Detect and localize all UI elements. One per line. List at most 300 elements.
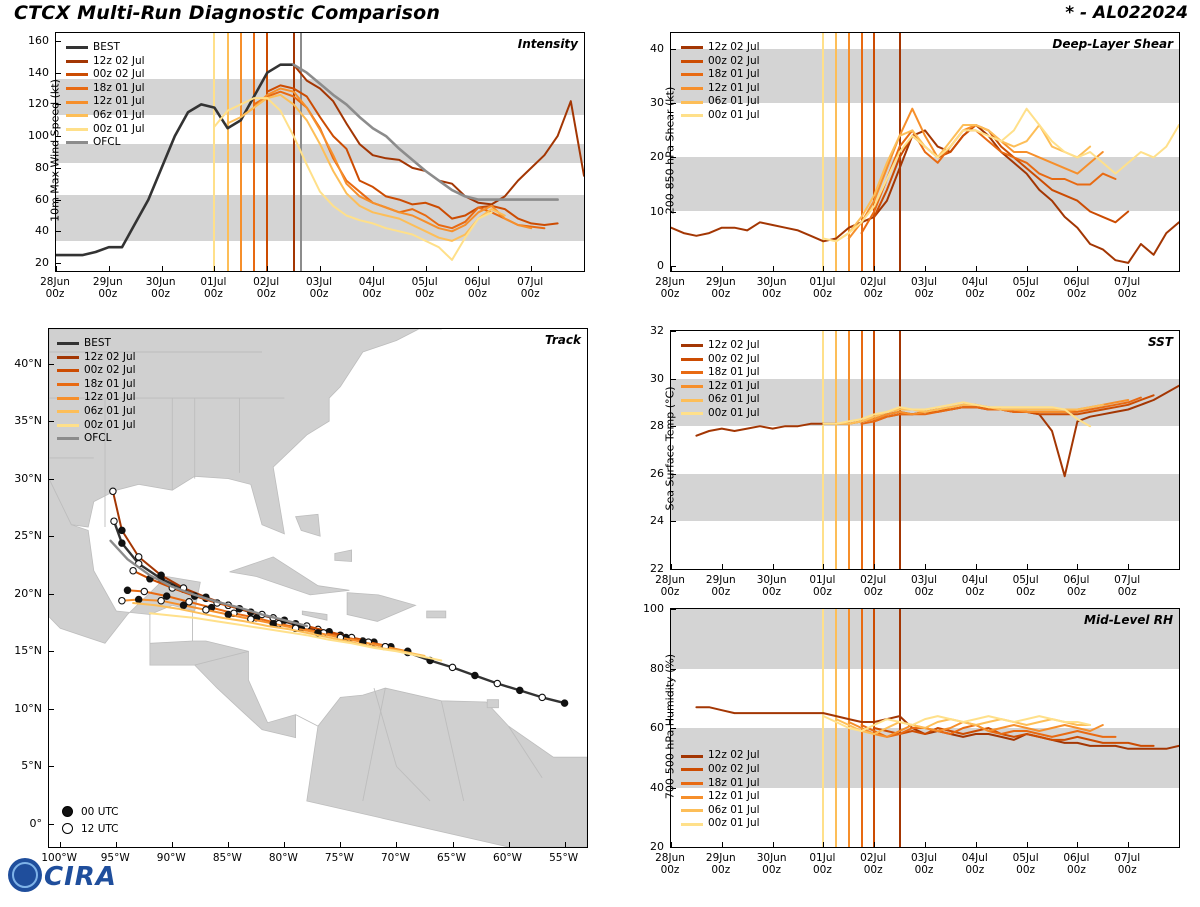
legend-entry xyxy=(681,109,760,123)
x-tick-mark xyxy=(1128,266,1129,271)
y-tick-label: 15°N xyxy=(14,644,42,658)
y-tick-mark xyxy=(49,824,54,825)
legend-entry xyxy=(681,68,760,82)
track-marker xyxy=(517,687,523,693)
y-tick-label: 30°N xyxy=(14,471,42,485)
legend-entry xyxy=(681,366,760,380)
x-tick-label: 06Jul 00z xyxy=(1063,574,1090,598)
track-marker xyxy=(124,587,130,593)
legend-swatch xyxy=(681,412,703,415)
legend-entry xyxy=(681,790,760,804)
y-tick-label: 140 xyxy=(28,65,49,79)
plot-area-intensity xyxy=(55,32,585,272)
x-tick-mark xyxy=(925,564,926,569)
series-line-00z-02-jul xyxy=(874,125,1128,222)
legend-entry xyxy=(66,123,145,137)
legend-swatch xyxy=(681,60,703,63)
x-tick-mark xyxy=(509,842,510,847)
y-tick-label: 30 xyxy=(650,96,664,110)
legend-swatch xyxy=(681,796,703,799)
landmass xyxy=(347,593,415,622)
x-tick-label: 29Jun 00z xyxy=(705,276,736,300)
x-tick-mark xyxy=(1128,842,1129,847)
marker-dot xyxy=(62,823,73,834)
y-tick-mark xyxy=(49,421,54,422)
x-tick-label: 04Jul 00z xyxy=(961,852,988,876)
legend-label: 12z 01 Jul xyxy=(93,95,145,108)
legend-track-markers xyxy=(57,803,119,837)
track-marker xyxy=(472,672,478,678)
y-tick-label: 0° xyxy=(29,816,42,830)
x-tick-label: 29Jun 00z xyxy=(705,574,736,598)
legend-entry xyxy=(681,41,760,55)
x-tick-mark xyxy=(109,266,110,271)
x-tick-mark xyxy=(340,842,341,847)
x-tick-label: 07Jul 00z xyxy=(517,276,544,300)
x-tick-mark xyxy=(773,266,774,271)
y-tick-label: 25°N xyxy=(14,529,42,543)
legend-swatch xyxy=(681,73,703,76)
x-tick-label: 28Jun 00z xyxy=(40,276,70,300)
legend-entry xyxy=(57,378,136,392)
y-tick-mark xyxy=(49,651,54,652)
y-tick-label: 10°N xyxy=(14,701,42,715)
x-tick-label: 02Jul 00z xyxy=(860,852,887,876)
track-marker xyxy=(141,588,147,594)
landmass xyxy=(307,688,587,847)
legend-label: 12z 02 Jul xyxy=(93,54,145,67)
x-tick-mark xyxy=(1027,564,1028,569)
legend-swatch xyxy=(57,437,79,440)
legend-label: BEST xyxy=(84,337,111,349)
page-header xyxy=(0,0,1200,26)
legend-swatch xyxy=(66,73,88,76)
x-tick-label: 07Jul 00z xyxy=(1114,852,1141,876)
y-axis-label-shear: 200-850 hPa Shear (kt) xyxy=(663,86,677,215)
plot-area-track xyxy=(48,328,588,848)
x-tick-label: 85°W xyxy=(212,852,242,864)
x-tick-mark xyxy=(1077,842,1078,847)
track-marker xyxy=(136,596,142,602)
panel-track xyxy=(14,328,588,864)
legend-swatch xyxy=(681,358,703,361)
cira-logo xyxy=(8,856,128,896)
x-tick-mark xyxy=(874,266,875,271)
legend-swatch xyxy=(66,60,88,63)
legend-swatch xyxy=(57,356,79,359)
x-tick-mark xyxy=(453,842,454,847)
marker-legend-label: 12 UTC xyxy=(81,822,119,835)
x-tick-mark xyxy=(284,842,285,847)
legend-entry xyxy=(57,419,136,433)
y-tick-mark xyxy=(49,709,54,710)
y-tick-label: 24 xyxy=(650,514,664,528)
legend-entry xyxy=(57,351,136,365)
legend-sst xyxy=(681,339,760,421)
y-tick-label: 60 xyxy=(650,721,664,734)
legend-swatch xyxy=(57,424,79,427)
legend-entry xyxy=(66,109,145,123)
x-tick-mark xyxy=(228,842,229,847)
legend-entry xyxy=(66,95,145,109)
storm-id-label: * - AL022024 xyxy=(1065,3,1188,23)
panel-title-rh: Mid-Level RH xyxy=(1084,613,1173,627)
x-tick-label: 01Jul 00z xyxy=(200,276,227,300)
globe-icon xyxy=(8,858,42,892)
legend-swatch xyxy=(57,383,79,386)
legend-entry xyxy=(57,391,136,405)
legend-entry xyxy=(681,95,760,109)
legend-label: 18z 01 Jul xyxy=(708,366,760,379)
legend-label: 06z 01 Jul xyxy=(708,803,760,816)
x-tick-mark xyxy=(722,564,723,569)
x-tick-mark xyxy=(214,266,215,271)
x-tick-label: 05Jul 00z xyxy=(1012,276,1039,300)
legend-label: 12z 02 Jul xyxy=(708,749,760,762)
x-tick-label: 75°W xyxy=(324,852,354,864)
x-tick-mark xyxy=(60,842,61,847)
y-axis-label-intensity: 10m Max Wind Speed (kt) xyxy=(48,79,62,222)
x-tick-mark xyxy=(976,564,977,569)
legend-label: 00z 01 Jul xyxy=(708,108,760,121)
legend-swatch xyxy=(681,344,703,347)
x-tick-label: 28Jun 00z xyxy=(655,574,685,598)
series-line-06z-01-jul xyxy=(228,95,505,241)
track-marker xyxy=(494,680,500,686)
legend-label: 12z 01 Jul xyxy=(708,379,760,392)
legend-entry xyxy=(66,82,145,96)
x-tick-label: 30Jun 00z xyxy=(756,574,787,598)
legend-label: 18z 01 Jul xyxy=(708,776,760,789)
legend-label: 00z 02 Jul xyxy=(84,364,136,377)
x-tick-mark xyxy=(874,842,875,847)
legend-swatch xyxy=(66,46,88,49)
legend-entry xyxy=(681,393,760,407)
x-tick-label: 07Jul 00z xyxy=(1114,276,1141,300)
legend-swatch xyxy=(66,141,88,144)
legend-entry xyxy=(681,353,760,367)
y-tick-mark xyxy=(49,536,54,537)
x-tick-mark xyxy=(565,842,566,847)
x-tick-label: 55°W xyxy=(549,852,579,864)
legend-track xyxy=(57,337,136,446)
legend-label: 12z 02 Jul xyxy=(84,350,136,363)
legend-label: 12z 01 Jul xyxy=(708,790,760,803)
panel-rh xyxy=(643,602,1180,876)
x-tick-mark xyxy=(874,564,875,569)
series-line-18z-01-jul xyxy=(862,130,1116,233)
legend-entry xyxy=(681,804,760,818)
landmass xyxy=(230,557,350,595)
series-line-00z-02-jul xyxy=(874,395,1153,421)
legend-swatch xyxy=(681,782,703,785)
legend-entry xyxy=(681,763,760,777)
x-tick-label: 07Jul 00z xyxy=(1114,574,1141,598)
y-tick-label: 80 xyxy=(650,661,664,675)
panel-title-intensity: Intensity xyxy=(517,37,578,51)
x-tick-label: 06Jul 00z xyxy=(1063,276,1090,300)
panel-title-shear: Deep-Layer Shear xyxy=(1052,37,1173,51)
legend-label: 00z 01 Jul xyxy=(708,817,760,830)
x-tick-mark xyxy=(1128,564,1129,569)
legend-label: 00z 02 Jul xyxy=(708,763,760,776)
legend-label: 00z 02 Jul xyxy=(93,68,145,81)
y-tick-label: 22 xyxy=(650,562,664,575)
x-tick-label: 100°W xyxy=(41,852,78,864)
legend-label: 12z 02 Jul xyxy=(708,41,760,53)
x-tick-label: 06Jul 00z xyxy=(1063,852,1090,876)
x-tick-mark xyxy=(773,842,774,847)
x-tick-label: 04Jul 00z xyxy=(961,276,988,300)
legend-swatch xyxy=(681,87,703,90)
x-tick-label: 05Jul 00z xyxy=(1012,574,1039,598)
x-tick-mark xyxy=(172,842,173,847)
x-tick-mark xyxy=(162,266,163,271)
series-line-12z-02-jul xyxy=(696,386,1179,477)
legend-swatch xyxy=(681,371,703,374)
y-tick-label: 80 xyxy=(35,160,49,174)
legend-label: 18z 01 Jul xyxy=(708,68,760,81)
x-tick-mark xyxy=(722,842,723,847)
y-tick-label: 26 xyxy=(650,466,664,480)
legend-label: BEST xyxy=(93,41,120,53)
legend-entry xyxy=(57,337,136,351)
legend-label: 06z 01 Jul xyxy=(708,393,760,406)
legend-entry xyxy=(66,68,145,82)
y-tick-label: 40 xyxy=(35,224,49,238)
track-line-best xyxy=(114,521,565,703)
track-marker xyxy=(225,611,231,617)
x-tick-label: 30Jun 00z xyxy=(756,276,787,300)
x-tick-mark xyxy=(531,266,532,271)
x-tick-mark xyxy=(976,842,977,847)
legend-label: 00z 01 Jul xyxy=(84,418,136,431)
track-marker xyxy=(130,568,136,574)
x-tick-mark xyxy=(925,266,926,271)
y-tick-label: 60 xyxy=(35,192,49,206)
legend-label: 06z 01 Jul xyxy=(708,95,760,108)
x-tick-label: 04Jul 00z xyxy=(358,276,385,300)
landmass xyxy=(427,611,446,618)
legend-entry xyxy=(57,432,136,446)
x-tick-mark xyxy=(267,266,268,271)
x-tick-label: 80°W xyxy=(268,852,298,864)
x-tick-label: 01Jul 00z xyxy=(809,574,836,598)
legend-swatch xyxy=(681,399,703,402)
legend-entry xyxy=(681,777,760,791)
x-tick-label: 02Jul 00z xyxy=(253,276,280,300)
legend-entry xyxy=(57,364,136,378)
x-tick-label: 02Jul 00z xyxy=(860,276,887,300)
x-tick-label: 04Jul 00z xyxy=(961,574,988,598)
legend-entry xyxy=(66,41,145,55)
plot-area-rh xyxy=(670,608,1180,848)
track-marker xyxy=(136,554,142,560)
x-tick-label: 29Jun 00z xyxy=(92,276,123,300)
legend-label: 18z 01 Jul xyxy=(84,377,136,390)
track-marker xyxy=(119,598,125,604)
x-tick-mark xyxy=(976,266,977,271)
x-tick-label: 29Jun 00z xyxy=(705,852,736,876)
y-tick-label: 30 xyxy=(650,371,664,385)
x-tick-mark xyxy=(823,266,824,271)
x-tick-mark xyxy=(373,266,374,271)
legend-entry xyxy=(57,405,136,419)
track-marker xyxy=(203,607,209,613)
landmass xyxy=(487,700,498,708)
legend-swatch xyxy=(681,768,703,771)
x-tick-mark xyxy=(823,564,824,569)
y-tick-label: 20°N xyxy=(14,586,42,600)
y-tick-label: 28 xyxy=(650,419,664,433)
panel-shear xyxy=(650,32,1180,300)
legend-label: 06z 01 Jul xyxy=(93,108,145,121)
series-line-12z-01-jul xyxy=(849,109,1103,239)
legend-label: 00z 01 Jul xyxy=(93,122,145,135)
legend-entry xyxy=(681,817,760,831)
legend-label: OFCL xyxy=(84,432,112,445)
x-tick-label: 03Jul 00z xyxy=(910,574,938,598)
x-tick-label: 06Jul 00z xyxy=(464,276,491,300)
legend-swatch xyxy=(57,369,79,372)
marker-legend-entry xyxy=(57,803,119,820)
y-tick-label: 20 xyxy=(650,150,664,164)
legend-swatch xyxy=(681,809,703,812)
x-tick-mark xyxy=(773,564,774,569)
legend-label: 00z 02 Jul xyxy=(708,54,760,67)
track-marker xyxy=(164,593,170,599)
x-tick-label: 28Jun 00z xyxy=(655,852,685,876)
x-tick-label: 05Jul 00z xyxy=(1012,852,1039,876)
x-tick-label: 03Jul 00z xyxy=(305,276,333,300)
y-tick-label: 100 xyxy=(643,602,664,615)
x-tick-label: 65°W xyxy=(437,852,466,864)
series-line-00z-02-jul xyxy=(267,85,557,225)
legend-label: 00z 01 Jul xyxy=(708,406,760,419)
marker-legend-label: 00 UTC xyxy=(81,805,119,818)
x-tick-mark xyxy=(722,266,723,271)
plot-area-sst xyxy=(670,330,1180,570)
track-marker xyxy=(449,664,455,670)
x-tick-mark xyxy=(925,842,926,847)
track-marker xyxy=(119,540,125,546)
x-tick-label: 05Jul 00z xyxy=(411,276,438,300)
x-tick-mark xyxy=(1027,266,1028,271)
legend-swatch xyxy=(57,410,79,413)
landmass xyxy=(296,514,321,536)
x-tick-mark xyxy=(1077,564,1078,569)
panel-sst xyxy=(650,324,1180,598)
y-tick-label: 32 xyxy=(650,324,664,337)
legend-swatch xyxy=(66,87,88,90)
legend-entry xyxy=(681,339,760,353)
y-axis-label-rh: 700-500 hPa Humidity (%) xyxy=(663,653,677,800)
panel-intensity xyxy=(28,32,585,300)
y-tick-label: 35°N xyxy=(14,414,42,428)
cira-wordmark: CIRA xyxy=(44,862,117,892)
legend-label: 18z 01 Jul xyxy=(93,81,145,94)
x-tick-label: 70°W xyxy=(380,852,410,864)
legend-entry xyxy=(681,55,760,69)
legend-shear xyxy=(681,41,760,123)
legend-rh xyxy=(681,749,760,831)
marker-dot xyxy=(62,806,73,817)
landmass xyxy=(302,611,327,620)
series-line-12z-02-jul xyxy=(294,65,584,205)
y-tick-label: 40°N xyxy=(14,356,42,370)
x-tick-mark xyxy=(426,266,427,271)
track-marker xyxy=(158,572,164,578)
panel-title-track: Track xyxy=(545,333,581,347)
x-tick-label: 03Jul 00z xyxy=(910,276,938,300)
political-boundary xyxy=(296,715,318,727)
legend-swatch xyxy=(66,128,88,131)
page-title: CTCX Multi-Run Diagnostic Comparison xyxy=(14,2,441,24)
landmass xyxy=(150,641,296,738)
x-tick-label: 03Jul 00z xyxy=(910,852,938,876)
legend-label: 06z 01 Jul xyxy=(84,404,136,417)
legend-entry xyxy=(66,55,145,69)
track-marker xyxy=(561,700,567,706)
legend-swatch xyxy=(57,342,79,345)
landmass xyxy=(335,550,352,562)
x-tick-mark xyxy=(478,266,479,271)
series-line-00z-01-jul xyxy=(823,109,1179,242)
marker-legend-entry xyxy=(57,820,119,837)
x-tick-mark xyxy=(396,842,397,847)
legend-label: OFCL xyxy=(93,136,121,149)
legend-swatch xyxy=(681,385,703,388)
legend-label: 12z 02 Jul xyxy=(708,339,760,351)
legend-swatch xyxy=(681,114,703,117)
legend-entry xyxy=(681,749,760,763)
y-tick-label: 40 xyxy=(650,42,664,56)
legend-label: 12z 01 Jul xyxy=(708,81,760,94)
legend-entry xyxy=(681,380,760,394)
x-tick-label: 02Jul 00z xyxy=(860,574,887,598)
legend-label: 00z 02 Jul xyxy=(708,352,760,365)
x-tick-mark xyxy=(823,842,824,847)
legend-swatch xyxy=(681,823,703,826)
y-tick-label: 120 xyxy=(28,97,49,111)
y-tick-mark xyxy=(49,364,54,365)
legend-intensity xyxy=(66,41,145,150)
y-tick-label: 20 xyxy=(650,840,664,853)
y-tick-label: 40 xyxy=(650,780,664,794)
y-tick-label: 100 xyxy=(28,129,49,143)
legend-swatch xyxy=(681,101,703,104)
y-tick-mark xyxy=(49,594,54,595)
x-tick-mark xyxy=(1027,842,1028,847)
legend-entry xyxy=(681,407,760,421)
track-marker xyxy=(119,527,125,533)
series-line-00z-01-jul xyxy=(214,98,491,260)
x-tick-label: 95°W xyxy=(100,852,130,864)
legend-entry xyxy=(66,136,145,150)
x-tick-label: 90°W xyxy=(156,852,186,864)
legend-label: 12z 01 Jul xyxy=(84,391,136,404)
x-tick-label: 60°W xyxy=(493,852,523,864)
legend-entry xyxy=(681,82,760,96)
y-tick-label: 10 xyxy=(650,204,664,218)
track-marker xyxy=(158,598,164,604)
track-marker xyxy=(110,488,116,494)
panel-title-sst: SST xyxy=(1147,335,1173,349)
y-tick-label: 5°N xyxy=(21,759,42,773)
legend-swatch xyxy=(57,397,79,400)
legend-swatch xyxy=(681,755,703,758)
legend-swatch xyxy=(66,114,88,117)
